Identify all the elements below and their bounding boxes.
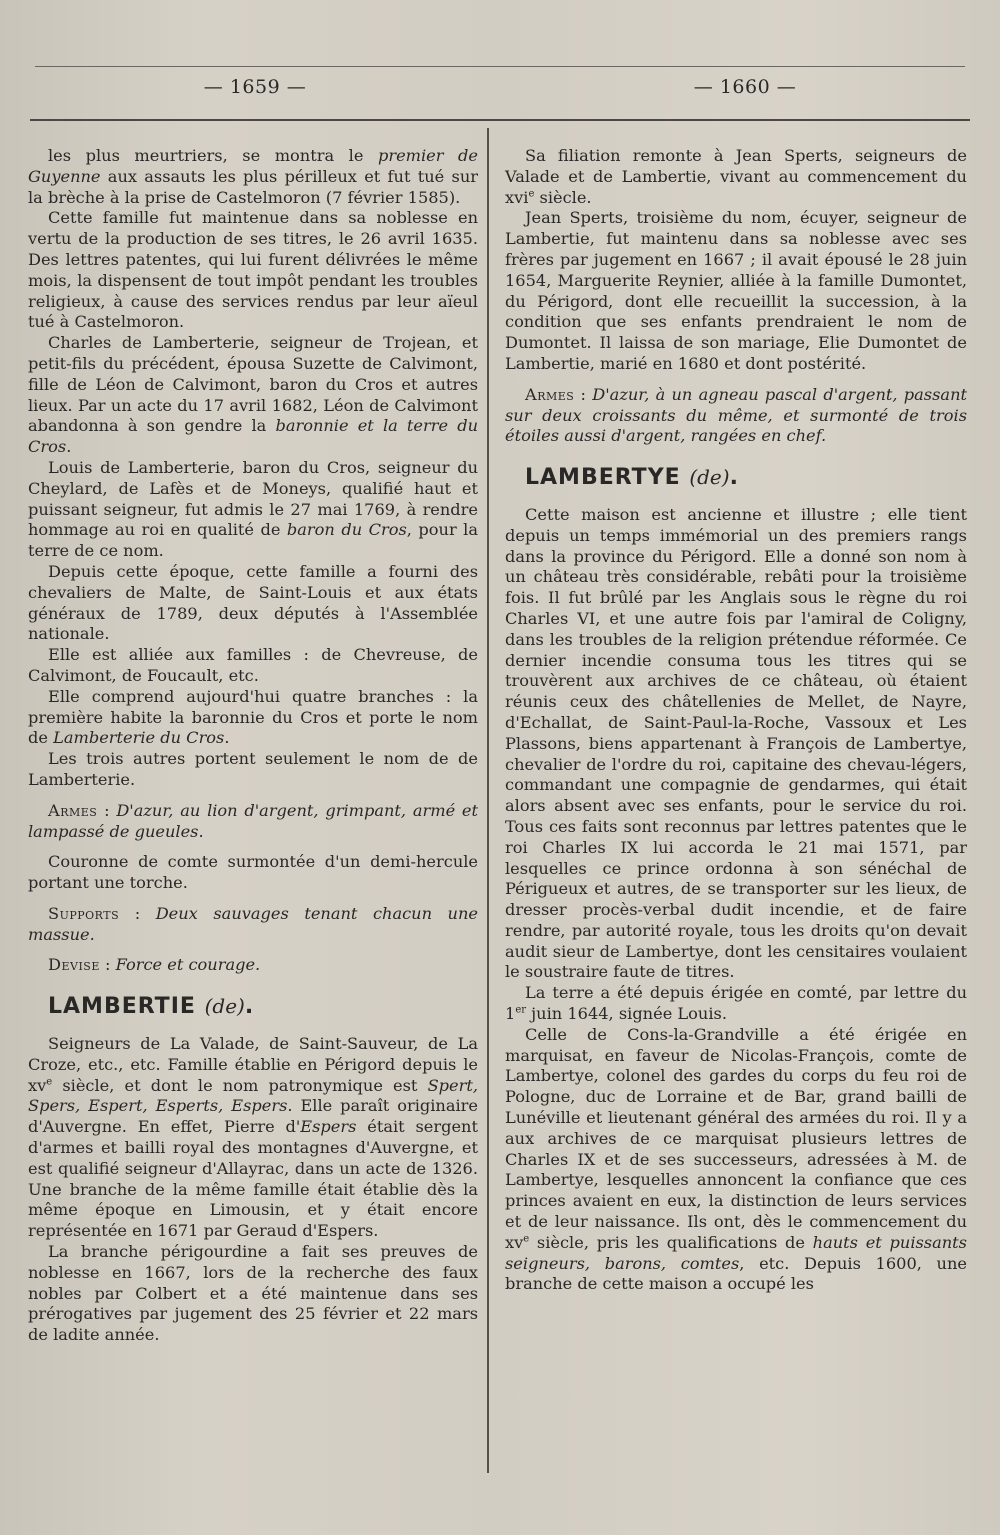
paragraph xyxy=(505,146,967,208)
paragraph xyxy=(28,1034,478,1242)
separator: : xyxy=(119,903,156,923)
text: . xyxy=(66,437,72,457)
superscript: e xyxy=(46,1076,53,1088)
header-rule xyxy=(30,119,970,121)
crown-text: Couronne de comte surmontée d'un demi-hercule portant une torche. xyxy=(28,852,478,893)
paragraph xyxy=(28,687,478,749)
separator: : xyxy=(97,800,117,820)
text: , pour la terre de ce nom. xyxy=(28,520,478,561)
supports-label: Supports xyxy=(48,903,120,923)
text: Seigneurs de La Valade, de Saint-Sauveur, de La Croze, etc., etc. Famille établie en Périgord depuis le xv xyxy=(28,1034,478,1095)
text: , etc. Depuis 1600, une branche de cette maison a occupé les xyxy=(505,1253,967,1294)
text: siècle, pris les qualifications de xyxy=(529,1232,813,1252)
heading-dot: . xyxy=(729,465,739,491)
section-heading-lambertie xyxy=(28,996,478,1018)
paragraph xyxy=(28,458,478,562)
separator: : xyxy=(99,955,116,975)
text: Celle de Cons-la-Grandville a été érigée en marquisat, en faveur de Nicolas-François, comte de Lambertye, colonel des gardes du corps du feu roi de Pologne, duc de Lorraine et de Bar, grand bailli de Lunéville et lieutenant général des armées du roi. Il y a aux archives de ce marquisat plusieurs lettres de Charles IX et de ses successeurs, adressées à M. de Lambertye, lesquelles annoncent la confiance que ces princes avaient en eux, la distinction de leurs services et de leur naissance. Ils ont, dès le commencement du xv xyxy=(505,1024,967,1252)
motto-text xyxy=(28,955,478,976)
right-page-number: — 1660 — xyxy=(693,76,797,98)
heading-particle: (de) xyxy=(204,994,245,1019)
heading-particle: (de) xyxy=(689,465,730,490)
text: les plus meurtriers, se montra le xyxy=(48,146,378,165)
left-column xyxy=(28,146,478,1346)
text: . xyxy=(224,728,230,748)
arms-text: D'azur, à un agneau pascal d'argent, passant sur deux croissants du même, et surmonté de trois étoiles aussi d'argent, rangées en chef. xyxy=(505,384,967,446)
paragraph: Les trois autres portent seulement le nom de de Lamberterie. xyxy=(28,749,478,789)
paragraph: Cette famille fut maintenue dans sa noblesse en vertu de la production de ses titres, le 26 avril 1635. Des lettres patentes, qui lui furent délivrées le même mois, la dispensent de tout impôt pendant les troubles religieux, à cause des services rendus par leur aïeul tué à Castelmoron. xyxy=(28,208,478,332)
italic-text: premier de Guyenne xyxy=(28,146,478,186)
paragraph: La branche périgourdine a fait ses preuves de noblesse en 1667, lors de la recherche des faux nobles par Colbert et a été maintenue dans ses prérogatives par jugement des 25 février et 22 mars de ladite année. xyxy=(28,1242,478,1345)
heading-name: LAMBERTIE xyxy=(48,994,196,1020)
italic-text: baron du Cros xyxy=(286,520,407,540)
section-heading-lambertye xyxy=(505,467,967,489)
motto-value: Force et courage. xyxy=(115,955,261,975)
arms-blazon xyxy=(505,385,967,447)
heading-name: LAMBERTYE xyxy=(525,465,681,491)
text: Charles de Lamberterie, seigneur de Trojean, et petit-fils du précédent, épousa Suzette de Calvimont, fille de Léon de Calvimont, baron du Cros et autres lieux. Par un acte du 17 avril 1682, Léon de Calvimont abandonna à son gendre la xyxy=(28,333,478,436)
paragraph: Jean Sperts, troisième du nom, écuyer, seigneur de Lambertie, fut maintenu dans sa noblesse avec ses frères par jugement en 1667 ; il avait épousé le 28 juin 1654, Marguerite Reynier, alliée à la famille Dumontet, du Périgord, dont elle recueillit la succession, à la condition que ses enfants prendraient le nom de Dumontet. Il laissa de son mariage, Elie Dumontet de Lambertie, marié en 1680 et dont postérité. xyxy=(505,208,967,373)
separator: : xyxy=(574,384,593,404)
paragraph: Depuis cette époque, cette famille a fourni des chevaliers de Malte, de Saint-Louis et aux états généraux de 1789, deux députés à l'Assemblée nationale. xyxy=(28,561,478,644)
paragraph xyxy=(505,983,967,1025)
text: aux assauts les plus périlleux et fut tué sur la brèche à la prise de Castelmoron (7 février 1585). xyxy=(28,166,478,207)
italic-text: Lamberterie du Cros xyxy=(53,728,225,748)
arms-text: D'azur, au lion d'argent, grimpant, armé et lampassé de gueules. xyxy=(28,800,479,841)
superscript: e xyxy=(523,1233,530,1245)
superscript: er xyxy=(515,1004,527,1016)
text: siècle. xyxy=(534,187,592,207)
arms-label: Armes xyxy=(48,800,98,820)
left-page-number: — 1659 — xyxy=(203,76,307,98)
text: Sa filiation remonte à Jean Sperts, seigneurs de Valade et de Lambertie, vivant au commencement du xvi xyxy=(505,146,967,207)
text: Elle comprend aujourd'hui quatre branches : la première habite la baronnie du Cros et porte le nom de xyxy=(28,686,478,748)
italic-text: Spert, Spers, Espert, Esperts, Espers xyxy=(28,1075,478,1116)
italic-text: hauts et puissants seigneurs, barons, comtes xyxy=(505,1232,967,1273)
heading-dot: . xyxy=(244,994,255,1020)
text: siècle, et dont le nom patronymique est xyxy=(52,1075,428,1095)
text: Louis de Lamberterie, baron du Cros, seigneur du Cheylard, de Lafès et de Moneys, qualifié haut et puissant seigneur, fut admis le 27 mai 1769, à rendre hommage au roi en qualité de xyxy=(28,457,478,540)
paragraph xyxy=(28,146,478,208)
italic-text: baronnie et la terre du Cros xyxy=(28,416,478,457)
text: . Elle paraît originaire d'Auvergne. En effet, Pierre d' xyxy=(28,1096,478,1137)
paragraph xyxy=(505,1025,967,1295)
column-divider xyxy=(487,128,489,1473)
right-column xyxy=(505,146,967,1295)
paragraph: Elle est alliée aux familles : de Chevreuse, de Calvimont, de Foucault, etc. xyxy=(28,645,478,685)
supports-value: Deux sauvages tenant chacun une massue. xyxy=(28,903,478,944)
superscript: e xyxy=(528,188,535,200)
italic-text: Espers xyxy=(300,1117,357,1137)
motto-label: Devise xyxy=(48,955,100,975)
arms-blazon xyxy=(28,801,478,843)
text: La terre a été depuis érigée en comté, par lettre du 1 xyxy=(505,983,967,1024)
text: était sergent d'armes et bailli royal des montagnes d'Auvergne, et est qualifié seigneur d'Allayrac, dans un acte de 1326. Une branche de la même famille était établie dès la même époque en Limousin, et y était encore représentée en 1671 par Geraud d'Espers. xyxy=(28,1117,478,1241)
arms-label: Armes xyxy=(525,384,575,404)
supports-text xyxy=(28,904,478,946)
paragraph: Cette maison est ancienne et illustre ; elle tient depuis un temps immémorial un des premiers rangs dans la province du Périgord. Elle a donné son nom à un château très considérable, rebâti pour la troisième fois. Il fut brûlé par les Anglais sous le règne du roi Charles VI, et une autre fois par l'amiral de Coligny, dans les troubles de la religion prétendue réformée. Ce dernier incendie consuma tous les titres qui se trouvèrent aux archives de ce château, où étaient réunis ceux des châtellenies de Mellet, de Nayre, d'Echallat, de Saint-Paul-la-Roche, Vassoux et Les Plassons, biens appartenant à François de Lambertye, chevalier de l'ordre du roi, capitaine des chevau-légers, commandant une compagnie de gendarmes, qui était alors absent avec ses enfants, pour le service du roi. Tous ces faits sont reconnus par lettres patentes que le roi Charles IX lui accorda le 21 mai 1571, par lesquelles ce prince ordonna à son sénéchal de Périgueux et autres, de se transporter sur les lieux, de dresser procès-verbal dudit incendie, et de faire rendre, par autorité royale, tous les droits qu'on devait audit sieur de Lambertye, dont les censitaires voulaient le soustraire faute de titres. xyxy=(505,504,967,982)
text: juin 1644, signée Louis. xyxy=(526,1004,727,1024)
top-edge-rule xyxy=(35,66,965,67)
paragraph xyxy=(28,333,478,458)
